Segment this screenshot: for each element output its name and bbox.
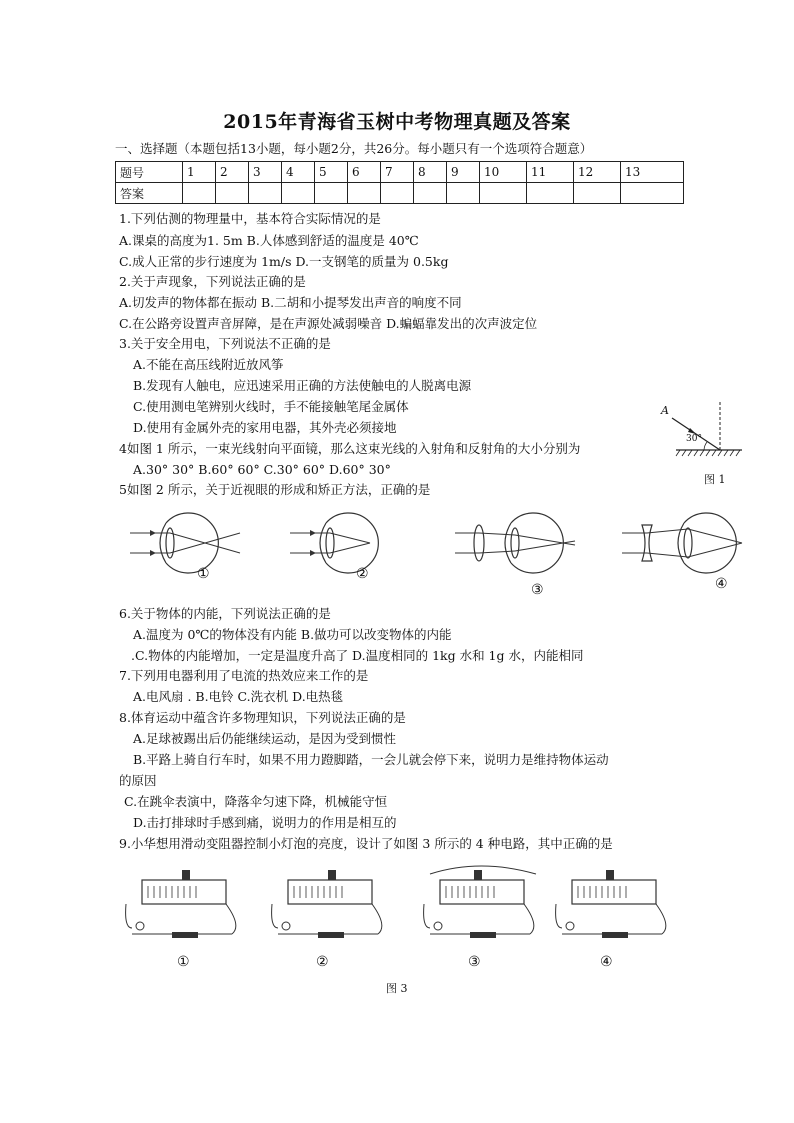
question-4-options: A.30° 30° B.60° 60° C.30° 60° D.60° 30° — [133, 462, 391, 477]
figure-2-label: ① — [197, 566, 210, 582]
table-cell: 3 — [249, 162, 282, 183]
question-5: 5如图 2 所示，关于近视眼的形成和矫正方法，正确的是 — [119, 482, 431, 497]
question-3-option-a: A.不能在高压线附近放风筝 — [133, 357, 284, 372]
figure-2-eye-1 — [130, 505, 260, 585]
question-8-option-a: A.足球被踢出后仍能继续运动，是因为受到惯性 — [133, 731, 397, 746]
answer-cell[interactable] — [480, 183, 527, 204]
answer-cell[interactable] — [414, 183, 447, 204]
question-1-options-ab: A.课桌的高度为1. 5m B.人体感到舒适的温度是 40℃ — [119, 233, 419, 248]
figure-3-circuit-3 — [420, 862, 548, 956]
figure-2-label: ③ — [531, 582, 544, 598]
question-1: 1.下列估测的物理量中，基本符合实际情况的是 — [119, 211, 381, 226]
answer-cell[interactable] — [348, 183, 381, 204]
answer-cell[interactable] — [381, 183, 414, 204]
answer-cell[interactable] — [183, 183, 216, 204]
figure-1-caption: 图 1 — [704, 473, 726, 486]
table-cell: 10 — [480, 162, 527, 183]
answer-cell[interactable] — [315, 183, 348, 204]
figure-3-label: ① — [177, 954, 190, 970]
page-title: 2015年青海省玉树中考物理真题及答案 — [223, 111, 571, 133]
table-cell: 6 — [348, 162, 381, 183]
table-cell: 13 — [621, 162, 684, 183]
table-cell: 5 — [315, 162, 348, 183]
question-8-option-d: D.击打排球时手感到痛，说明力的作用是相互的 — [133, 815, 397, 830]
question-3-option-d: D.使用有金属外壳的家用电器，其外壳必须接地 — [133, 420, 397, 435]
figure-3-circuit-4 — [552, 866, 680, 956]
question-2-options-cd: C.在公路旁设置声音屏障，是在声源处减弱噪音 D.蝙蝠靠发出的次声波定位 — [119, 316, 538, 331]
table-cell: 8 — [414, 162, 447, 183]
answer-cell[interactable] — [282, 183, 315, 204]
answer-cell[interactable] — [527, 183, 574, 204]
figure-3-label: ④ — [600, 954, 613, 970]
figure-2-label: ② — [356, 566, 369, 582]
question-6: 6.关于物体的内能，下列说法正确的是 — [119, 606, 331, 621]
table-cell: 12 — [574, 162, 621, 183]
question-8-option-b: B.平路上骑自行车时，如果不用力蹬脚踏，一会儿就会停下来，说明力是维持物体运动 — [133, 752, 609, 767]
figure-2-eye-4 — [622, 505, 752, 585]
section-heading: 一、选择题（本题包括13小题，每小题2分，共26分。每小题只有一个选项符合题意） — [115, 141, 593, 156]
question-3-option-c: C.使用测电笔辨别火线时，手不能接触笔尾金属体 — [133, 399, 409, 414]
question-7: 7.下列用电器利用了电流的热效应来工作的是 — [119, 668, 369, 683]
question-8: 8.体育运动中蕴含许多物理知识，下列说法正确的是 — [119, 710, 406, 725]
answer-cell[interactable] — [447, 183, 480, 204]
table-cell: 11 — [527, 162, 574, 183]
question-2: 2.关于声现象，下列说法正确的是 — [119, 274, 306, 289]
question-2-options-ab: A.切发声的物体都在振动 B.二胡和小提琴发出声音的响度不同 — [119, 295, 462, 310]
question-3-option-b: B.发现有人触电，应迅速采用正确的方法使触电的人脱离电源 — [133, 378, 472, 393]
figure-3-label: ② — [316, 954, 329, 970]
table-cell: 4 — [282, 162, 315, 183]
figure-2-eye-2 — [290, 505, 420, 585]
figure-3-circuit-2 — [268, 866, 396, 956]
question-3: 3.关于安全用电，下列说法不正确的是 — [119, 336, 331, 351]
figure-2-eye-3 — [455, 505, 585, 585]
answer-cell[interactable] — [249, 183, 282, 204]
answer-cell[interactable] — [574, 183, 621, 204]
figure-1-label-a: A — [661, 404, 669, 417]
figure-3-label: ③ — [468, 954, 481, 970]
answer-table — [115, 161, 684, 204]
table-cell: 题号 — [116, 162, 183, 183]
table-cell: 答案 — [116, 183, 183, 204]
question-6-options-ab: A.温度为 0℃的物体没有内能 B.做功可以改变物体的内能 — [133, 627, 452, 642]
question-6-options-cd: .C.物体的内能增加，一定是温度升高了 D.温度相同的 1kg 水和 1g 水，内能相同 — [131, 648, 584, 663]
table-row — [116, 162, 684, 183]
figure-3-circuit-1 — [122, 866, 250, 956]
question-7-options: A.电风扇 . B.电铃 C.洗衣机 D.电热毯 — [133, 689, 344, 704]
table-cell: 9 — [447, 162, 480, 183]
question-8-option-c: C.在跳伞表演中，降落伞匀速下降，机械能守恒 — [124, 794, 388, 809]
table-row — [116, 183, 684, 204]
figure-2-label: ④ — [715, 576, 728, 592]
answer-cell[interactable] — [621, 183, 684, 204]
question-9: 9.小华想用滑动变阻器控制小灯泡的亮度，设计了如图 3 所示的 4 种电路，其中正确的是 — [119, 836, 613, 851]
table-cell: 7 — [381, 162, 414, 183]
table-cell: 1 — [183, 162, 216, 183]
question-4: 4如图 1 所示，一束光线射向平面镜，那么这束光线的入射角和反射角的大小分别为 — [119, 441, 581, 456]
question-8-option-b-cont: 的原因 — [119, 773, 157, 788]
figure-1-angle: 30° — [686, 434, 702, 444]
table-cell: 2 — [216, 162, 249, 183]
question-1-options-cd: C.成人正常的步行速度为 1m/s D.一支钢笔的质量为 0.5kg — [119, 254, 449, 269]
figure-3-caption: 图 3 — [386, 982, 408, 995]
answer-cell[interactable] — [216, 183, 249, 204]
